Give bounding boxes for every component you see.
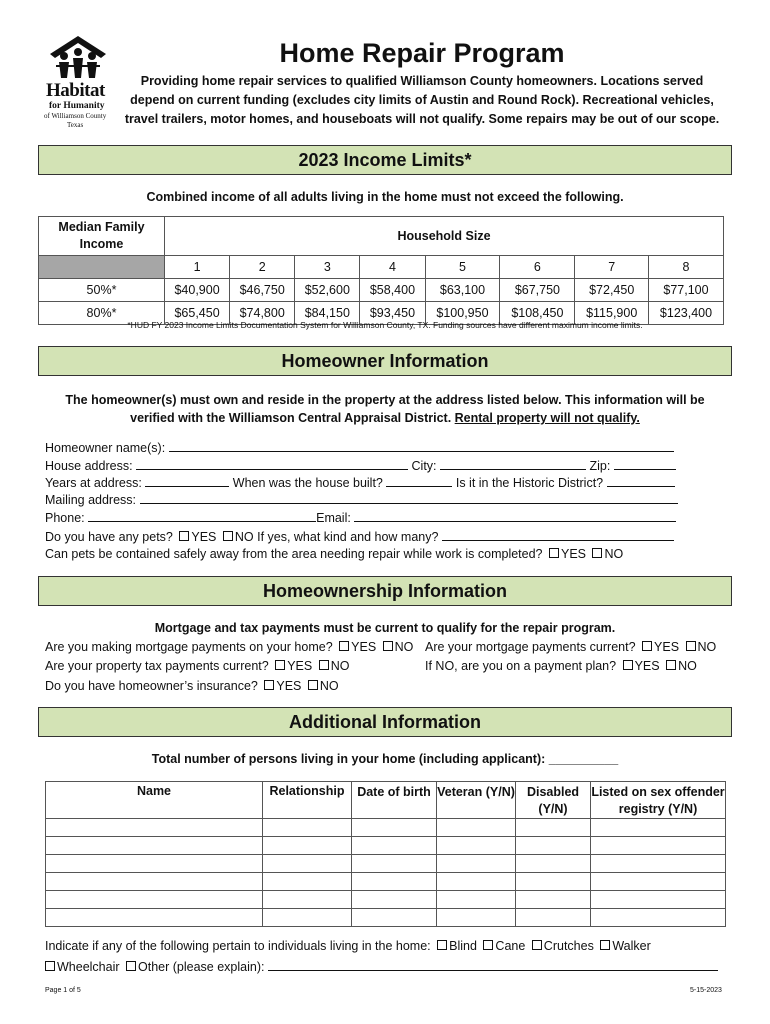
payment-plan-row (425, 659, 697, 673)
current-no-checkbox[interactable] (686, 641, 696, 651)
plan-no-checkbox[interactable] (666, 660, 676, 670)
household-members-table (45, 781, 726, 927)
zip-label: Zip: (589, 459, 611, 473)
income-cell: $74,800 (230, 302, 295, 325)
pertain-row (45, 939, 651, 953)
pets-yes-checkbox[interactable] (179, 531, 189, 541)
blind-label: Blind (449, 939, 477, 953)
insurance-row (45, 679, 339, 693)
row-label: 80%* (39, 302, 165, 325)
years-label: Years at address: (45, 476, 142, 490)
tax-no-checkbox[interactable] (319, 660, 329, 670)
income-cell: $93,450 (360, 302, 425, 325)
email-label: Email: (316, 511, 351, 525)
cane-checkbox[interactable] (483, 940, 493, 950)
col-disabled: Disabled (Y/N) (516, 782, 591, 819)
rental-warning: Rental property will not qualify. (454, 411, 640, 425)
built-label: When was the house built? (232, 476, 383, 490)
insurance-no-checkbox[interactable] (308, 680, 318, 690)
income-cell: $40,900 (165, 279, 230, 302)
mortgage-payments-row (45, 640, 413, 654)
other-checkbox[interactable] (126, 961, 136, 971)
mortgage-current-label: Are your mortgage payments current? (425, 640, 636, 654)
yes-label: YES (654, 640, 680, 654)
homeowner-intro (38, 391, 732, 427)
income-cell: $77,100 (649, 279, 724, 302)
tax-current-row (45, 659, 349, 673)
logo-line1: Habitat (46, 80, 105, 101)
built-field[interactable] (386, 474, 452, 487)
income-cell: $58,400 (360, 279, 425, 302)
size-cell: 8 (649, 256, 724, 279)
phone-field[interactable] (88, 509, 316, 522)
income-limits-table (38, 216, 724, 325)
col-relationship: Relationship (263, 782, 352, 819)
page-number: Page 1 of 5 (45, 987, 81, 994)
no-label: NO (394, 640, 414, 654)
mailing-label: Mailing address: (45, 493, 137, 507)
address-row (45, 457, 676, 473)
no-label: NO (330, 659, 350, 673)
phone-row (45, 509, 676, 525)
size-cell: 3 (295, 256, 360, 279)
mailing-row (45, 491, 678, 507)
logo-line4: Texas (67, 121, 84, 129)
crutches-checkbox[interactable] (532, 940, 542, 950)
habitat-house-icon (48, 34, 108, 80)
email-field[interactable] (354, 509, 676, 522)
no-label: NO (604, 547, 624, 561)
logo-line2: for Humanity (49, 101, 105, 111)
address-field[interactable] (136, 457, 408, 470)
size-cell: 4 (360, 256, 425, 279)
income-cell: $72,450 (575, 279, 649, 302)
income-cell: $63,100 (425, 279, 500, 302)
mortgage-no-checkbox[interactable] (383, 641, 393, 651)
walker-checkbox[interactable] (600, 940, 610, 950)
income-cell: $100,950 (425, 302, 500, 325)
homeowner-names-row (45, 439, 674, 455)
address-label: House address: (45, 459, 133, 473)
income-limits-heading: 2023 Income Limits* (38, 145, 732, 175)
yes-label: YES (634, 659, 660, 673)
size-cell: 1 (165, 256, 230, 279)
yes-label: YES (287, 659, 313, 673)
mailing-field[interactable] (140, 491, 678, 504)
table-row[interactable] (46, 855, 726, 873)
table-row[interactable] (46, 891, 726, 909)
pets-contained-label: Can pets be contained safely away from the area needing repair while work is completed? (45, 547, 543, 561)
no-label: NO (234, 530, 254, 544)
income-cell: $84,150 (295, 302, 360, 325)
yes-label: YES (351, 640, 377, 654)
contained-yes-checkbox[interactable] (549, 548, 559, 558)
blind-checkbox[interactable] (437, 940, 447, 950)
income-cell: $123,400 (649, 302, 724, 325)
cane-label: Cane (495, 939, 526, 953)
page-title: Home Repair Program (279, 38, 565, 68)
phone-label: Phone: (45, 511, 85, 525)
income-cell: $52,600 (295, 279, 360, 302)
names-field[interactable] (169, 439, 674, 452)
logo-line3: of Williamson County (44, 112, 107, 120)
tax-yes-checkbox[interactable] (275, 660, 285, 670)
income-row-50 (39, 279, 724, 302)
household-size-header: Household Size (165, 217, 724, 256)
total-persons-label: Total number of persons living in your home (including applicant): __________ (151, 752, 619, 766)
income-cell: $115,900 (575, 302, 649, 325)
mortgage-yes-checkbox[interactable] (339, 641, 349, 651)
pets-label: Do you have any pets? (45, 530, 173, 544)
pertain-label: Indicate if any of the following pertain to individuals living in the home: (45, 939, 431, 953)
homeowner-intro-b: verified with the Williamson Central Appraisal District. (130, 411, 452, 425)
income-footnote: *HUD FY 2023 Income Limits Documentation System for Williamson County, TX. Funding sources have different maximum income limits. (127, 320, 643, 330)
yes-label: YES (191, 530, 217, 544)
col-offender: Listed on sex offender registry (Y/N) (591, 782, 726, 819)
income-cell: $67,750 (500, 279, 575, 302)
table-row[interactable] (46, 837, 726, 855)
other-explain-field[interactable] (268, 958, 718, 971)
mortgage-q-label: Are you making mortgage payments on your home? (45, 640, 333, 654)
contained-no-checkbox[interactable] (592, 548, 602, 558)
crutches-label: Crutches (543, 939, 594, 953)
tax-current-label: Are your property tax payments current? (45, 659, 269, 673)
pets-row (45, 528, 674, 544)
zip-field[interactable] (614, 457, 676, 470)
table-row[interactable] (46, 873, 726, 891)
col-name: Name (46, 782, 263, 819)
income-cell: $46,750 (230, 279, 295, 302)
table-row[interactable] (46, 909, 726, 927)
no-label: NO (319, 679, 339, 693)
size-cell: 5 (425, 256, 500, 279)
row-label: 50%* (39, 279, 165, 302)
pets-contained-row (45, 547, 623, 561)
mobility-row (42, 958, 718, 974)
years-row (45, 474, 675, 490)
revision-date: 5-15-2023 (690, 987, 722, 994)
income-cell: $108,450 (500, 302, 575, 325)
no-label: NO (678, 659, 697, 673)
yes-label: YES (276, 679, 302, 693)
wheelchair-checkbox[interactable] (45, 961, 55, 971)
pets-kind-field[interactable] (442, 528, 674, 541)
homeownership-heading: Homeownership Information (38, 576, 732, 606)
names-label: Homeowner name(s): (45, 441, 166, 455)
yes-label: YES (560, 547, 586, 561)
size-cell: 6 (500, 256, 575, 279)
walker-label: Walker (612, 939, 651, 953)
additional-heading: Additional Information (38, 707, 732, 737)
city-label: City: (411, 459, 437, 473)
size-cell: 2 (230, 256, 295, 279)
insurance-label: Do you have homeowner’s insurance? (45, 679, 258, 693)
homeowner-intro-a: The homeowner(s) must own and reside in the property at the address listed below. This information will be (65, 393, 705, 407)
habitat-logo (38, 34, 114, 134)
historic-field[interactable] (607, 474, 675, 487)
median-income-header: Median Family Income (39, 217, 165, 256)
insurance-yes-checkbox[interactable] (264, 680, 274, 690)
historic-label: Is it in the Historic District? (455, 476, 604, 490)
income-cell: $65,450 (165, 302, 230, 325)
city-field[interactable] (440, 457, 586, 470)
no-label: NO (697, 640, 717, 654)
size-cell: 7 (575, 256, 649, 279)
income-subtitle: Combined income of all adults living in the home must not exceed the following. (146, 190, 624, 204)
years-field[interactable] (145, 474, 229, 487)
homeowner-heading: Homeowner Information (38, 346, 732, 376)
col-veteran: Veteran (Y/N) (437, 782, 516, 819)
table-row[interactable] (46, 819, 726, 837)
other-label: Other (please explain): (138, 960, 265, 974)
plan-yes-checkbox[interactable] (623, 660, 633, 670)
current-yes-checkbox[interactable] (642, 641, 652, 651)
ownership-subtitle: Mortgage and tax payments must be current to qualify for the repair program. (154, 621, 616, 635)
col-dob: Date of birth (352, 782, 437, 819)
pets-no-checkbox[interactable] (223, 531, 233, 541)
payment-plan-label: If NO, are you on a payment plan? (425, 659, 617, 673)
pets-kind-label: If yes, what kind and how many? (257, 530, 439, 544)
mortgage-current-row (425, 640, 716, 654)
gray-cell (39, 256, 165, 279)
intro-text: Providing home repair services to qualified Williamson County homeowners. Locations served depend on current funding (excludes city limits of Austin and Round Rock). Recreational vehicles, travel trailers, motor homes, and houseboats will not qualify. Some repairs may be out of our scope. (124, 74, 720, 126)
wheelchair-label: Wheelchair (57, 960, 120, 974)
